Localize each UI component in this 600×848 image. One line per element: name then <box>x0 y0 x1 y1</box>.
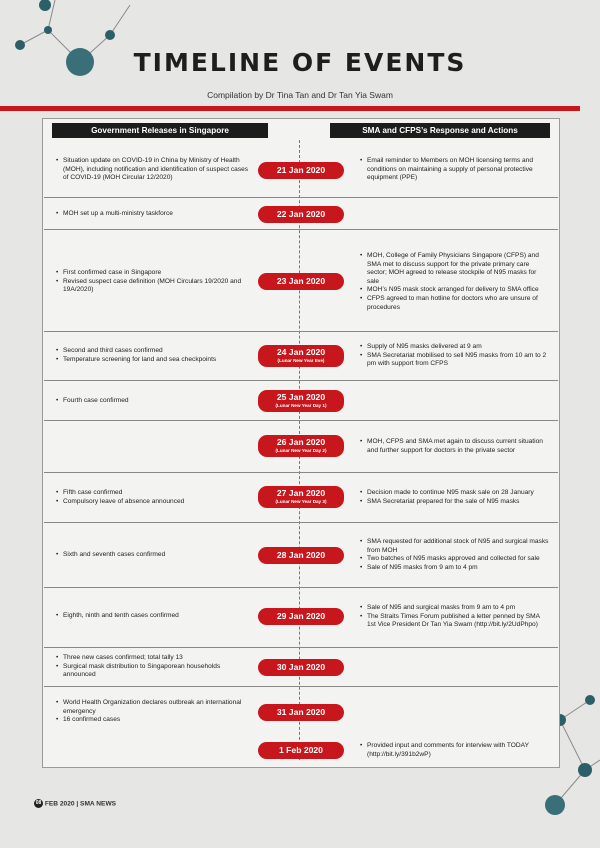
right-item: • Decision made to continue N95 mask sale on 28 January <box>360 489 550 498</box>
date-label: 21 Jan 2020 <box>276 165 326 175</box>
right-cell <box>360 157 550 183</box>
date-pill <box>258 486 344 508</box>
page-footer <box>34 799 116 808</box>
left-cell <box>56 612 252 621</box>
timeline-row <box>44 333 558 378</box>
date-note: (Lunar New Year Day 2) <box>275 448 327 453</box>
date-note: (Lunar New Year Day 3) <box>275 499 327 504</box>
date-pill <box>258 659 344 676</box>
right-item: • Email reminder to Members on MOH licensing terms and conditions on maintaining a supply of personal protective equipment (PPE) <box>360 157 550 183</box>
left-item: • Fourth case confirmed <box>56 397 252 406</box>
left-item: • Sixth and seventh cases confirmed <box>56 551 252 560</box>
timeline-row <box>44 689 558 735</box>
right-item: • Two batches of N95 masks approved and collected for sale <box>360 555 550 564</box>
left-list <box>56 269 252 295</box>
right-item: • CFPS agreed to man hotline for doctors who are unsure of procedures <box>360 295 550 312</box>
left-list <box>56 489 252 506</box>
left-item: • Temperature screening for land and sea checkpoints <box>56 356 252 365</box>
right-cell <box>360 538 550 572</box>
date-pill <box>258 345 344 367</box>
row-separator <box>44 420 558 421</box>
date-label: 31 Jan 2020 <box>276 707 326 717</box>
date-label: 25 Jan 2020 <box>276 392 326 402</box>
date-label: 30 Jan 2020 <box>276 662 326 672</box>
left-item: • Revised suspect case definition (MOH Circulars 19/2020 and 19A/2020) <box>56 278 252 295</box>
left-cell <box>56 489 252 506</box>
left-item: • Compulsory leave of absence announced <box>56 498 252 507</box>
page-number: 08 <box>35 800 42 806</box>
left-cell <box>56 699 252 725</box>
timeline-row <box>44 145 558 195</box>
date-pill <box>258 206 344 223</box>
timeline-row <box>44 234 558 329</box>
left-item: • Three new cases confirmed; total tally 13 <box>56 654 252 663</box>
date-label: 26 Jan 2020 <box>276 437 326 447</box>
right-cell <box>360 343 550 369</box>
right-list <box>360 604 550 630</box>
right-item: • Supply of N95 masks delivered at 9 am <box>360 343 550 352</box>
date-label: 23 Jan 2020 <box>276 276 326 286</box>
right-cell <box>360 252 550 312</box>
left-cell <box>56 269 252 295</box>
row-separator <box>44 686 558 687</box>
left-cell <box>56 551 252 560</box>
date-pill <box>258 608 344 625</box>
left-item: • MOH set up a multi-ministry taskforce <box>56 210 252 219</box>
left-item: • Second and third cases confirmed <box>56 347 252 356</box>
left-cell <box>56 347 252 364</box>
left-cell <box>56 157 252 183</box>
left-item: • Surgical mask distribution to Singaporean households announced <box>56 663 252 680</box>
right-list <box>360 489 550 506</box>
left-cell <box>56 210 252 219</box>
timeline-row <box>44 474 558 520</box>
left-list <box>56 347 252 364</box>
date-label: 27 Jan 2020 <box>276 488 326 498</box>
date-label: 1 Feb 2020 <box>279 745 323 755</box>
right-cell <box>360 489 550 506</box>
timeline-row <box>44 384 558 418</box>
timeline-row <box>44 525 558 585</box>
left-item: • Situation update on COVID-19 in China by Ministry of Health (MOH), including notification and identification of suspect cases of COVID-19 (MOH Circular 12/2020) <box>56 157 252 183</box>
page-subtitle: Compilation by Dr Tina Tan and Dr Tan Yia Swam <box>207 90 393 100</box>
date-label: 24 Jan 2020 <box>276 347 326 357</box>
row-separator <box>44 197 558 198</box>
left-item: • 16 confirmed cases <box>56 716 252 725</box>
date-pill <box>258 435 344 457</box>
right-item: • MOH, College of Family Physicians Singapore (CFPS) and SMA met to discuss support for the private primary care sector; MOH agreed to release stockpile of N95 masks for sale <box>360 252 550 286</box>
date-label: 29 Jan 2020 <box>276 611 326 621</box>
row-separator <box>44 522 558 523</box>
date-pill <box>258 390 344 412</box>
right-item: • Sale of N95 masks from 9 am to 4 pm <box>360 564 550 573</box>
right-list <box>360 438 550 455</box>
left-list <box>56 210 252 219</box>
left-list <box>56 397 252 406</box>
left-list <box>56 157 252 183</box>
right-item: • SMA Secretariat prepared for the sale of N95 masks <box>360 498 550 507</box>
date-pill <box>258 704 344 721</box>
left-item: • World Health Organization declares outbreak an international emergency <box>56 699 252 716</box>
timeline-row <box>44 650 558 684</box>
right-list <box>360 157 550 183</box>
left-cell <box>56 397 252 406</box>
date-label: 22 Jan 2020 <box>276 209 326 219</box>
row-separator <box>44 472 558 473</box>
right-item: • SMA requested for additional stock of N95 and surgical masks from MOH <box>360 538 550 555</box>
row-separator <box>44 380 558 381</box>
left-list <box>56 551 252 560</box>
row-separator <box>44 587 558 588</box>
right-item: • SMA Secretariat mobilised to sell N95 masks from 10 am to 2 pm with support from CFPS <box>360 352 550 369</box>
timeline-row <box>44 422 558 470</box>
date-label: 28 Jan 2020 <box>276 550 326 560</box>
date-note: (Lunar New Year Day 1) <box>275 403 327 408</box>
date-pill <box>258 742 344 759</box>
right-list <box>360 538 550 572</box>
left-list <box>56 612 252 621</box>
right-item: • Provided input and comments for interview with TODAY (http://bit.ly/391b2wP) <box>360 742 550 759</box>
left-item: • Fifth case confirmed <box>56 489 252 498</box>
right-item: • MOH’s N95 mask stock arranged for delivery to SMA office <box>360 286 550 295</box>
left-item: • First confirmed case in Singapore <box>56 269 252 278</box>
right-cell <box>360 438 550 455</box>
row-separator <box>44 331 558 332</box>
timeline-row <box>44 200 558 228</box>
left-item: • Eighth, ninth and tenth cases confirmed <box>56 612 252 621</box>
accent-rule <box>0 106 580 111</box>
right-item: • The Straits Times Forum published a letter penned by SMA 1st Vice President Dr Tan Yia Swam (http://bit.ly/2UdPhpo) <box>360 613 550 630</box>
right-list <box>360 252 550 312</box>
page-title: TIMELINE OF EVENTS <box>133 48 467 77</box>
right-item: • Sale of N95 and surgical masks from 9 am to 4 pm <box>360 604 550 613</box>
timeline-row <box>44 589 558 644</box>
date-pill <box>258 162 344 179</box>
date-pill <box>258 273 344 290</box>
right-cell <box>360 604 550 630</box>
left-cell <box>56 654 252 680</box>
right-list <box>360 742 550 759</box>
footer-text: FEB 2020 | SMA NEWS <box>44 800 117 808</box>
date-note: (Lunar New Year Eve) <box>277 358 325 363</box>
right-list <box>360 343 550 369</box>
left-column-header: Government Releases in Singapore <box>52 123 268 138</box>
right-cell <box>360 742 550 759</box>
row-separator <box>44 647 558 648</box>
timeline-row <box>44 738 558 762</box>
row-separator <box>44 229 558 230</box>
left-list <box>56 699 252 725</box>
left-list <box>56 654 252 680</box>
right-column-header: SMA and CFPS’s Response and Actions <box>330 123 550 138</box>
date-pill <box>258 547 344 564</box>
right-item: • MOH, CFPS and SMA met again to discuss current situation and further support for doctors in the private sector <box>360 438 550 455</box>
